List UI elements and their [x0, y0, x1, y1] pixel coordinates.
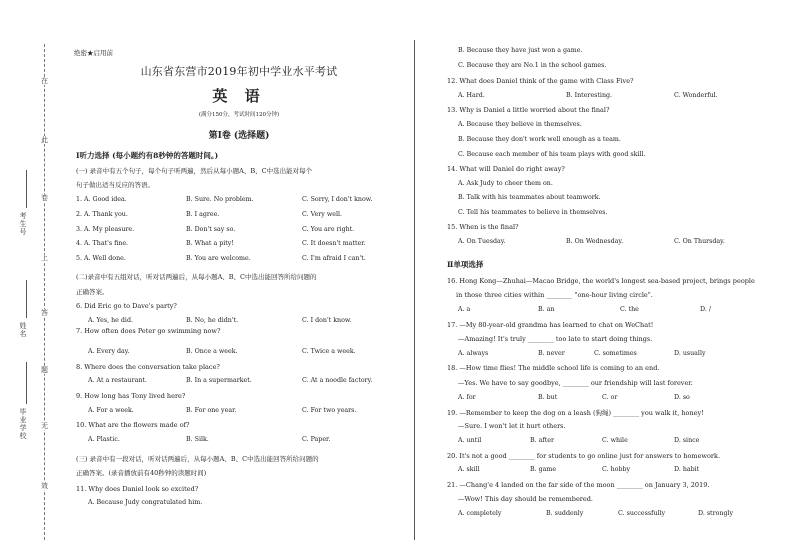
question-stem: 20. It's not a good ________ for students to go online just for answers to homework. — [447, 452, 721, 460]
question-stem: 11. Why does Daniel look so excited? — [76, 485, 199, 493]
question-option: B. What a pity! — [186, 240, 234, 247]
column-divider — [414, 40, 415, 540]
question-stem: 18. —How time flies! The middle school life is coming to an end. — [447, 364, 660, 372]
question-option: D. habit — [674, 466, 700, 473]
question-option: D. strongly — [698, 510, 734, 517]
question-option: B. an — [538, 306, 555, 313]
question-option: A. Yes, he did. — [88, 317, 133, 324]
section-2-title: Ⅱ单项选择 — [447, 260, 484, 269]
question-option: A. At a restaurant. — [88, 377, 147, 384]
question-option: C. while — [602, 437, 628, 444]
candidate-number-line — [26, 170, 27, 208]
question-option: B. Sure. No problem. — [186, 196, 254, 203]
question-option: B. Because they have just won a game. — [458, 47, 583, 54]
question-stem-continued: —Yes. We have to say goodbye, ________ our friendship will last forever. — [458, 379, 693, 387]
question-option: A. always — [458, 350, 489, 357]
secret-mark: 绝密★启用前 — [74, 49, 113, 57]
question-stem-continued: —Sure. I won't let it hurt others. — [458, 422, 566, 430]
question-option: C. Because they are No.1 in the school games. — [458, 62, 607, 69]
question-stem: 7. How often does Peter go swimming now? — [76, 327, 221, 335]
question-option: 1. A. Good idea. — [76, 196, 127, 203]
question-option: A. Because Judy congratulated him. — [88, 499, 203, 506]
question-option: A. skill — [458, 466, 480, 473]
question-stem: 9. How long has Tony lived here? — [76, 392, 186, 400]
margin-char: 题 — [41, 366, 48, 374]
subject-title: 英 语 — [212, 87, 266, 105]
question-option: C. hobby — [602, 466, 631, 473]
question-option: B. never — [538, 350, 565, 357]
question-option: C. sometimes — [594, 350, 637, 357]
part-3-instruction: 正确答案。(录音播放前有40秒钟的读题时间) — [76, 469, 207, 477]
question-option: D. usually — [674, 350, 706, 357]
question-option: A. Because they believe in themselves. — [458, 121, 582, 128]
question-option: B. No, he didn't. — [186, 317, 239, 324]
question-option: B. but — [538, 394, 558, 401]
margin-char: 在 — [41, 77, 48, 85]
question-option: B. Silk. — [186, 436, 209, 443]
question-option: A. a — [458, 306, 471, 313]
section-1-title: Ⅰ听力选择 (每小题约有8秒钟的答题时间。) — [76, 151, 219, 160]
question-option: C. Because each member of his team plays with good skill. — [458, 151, 646, 158]
margin-char: 卷 — [41, 194, 48, 202]
question-option: C. I'm afraid I can't. — [302, 255, 366, 262]
question-option: A. On Tuesday. — [458, 238, 506, 245]
question-stem: 13. Why is Daniel a little worried about the final? — [447, 106, 610, 114]
question-option: B. Once a week. — [186, 348, 238, 355]
question-option: C. or — [602, 394, 618, 401]
question-stem: 17. —My 80-year-old grandma has learned to chat on WeChat! — [447, 321, 654, 329]
question-option: B. I agree. — [186, 211, 220, 218]
school-line — [26, 362, 27, 404]
question-option: 5. A. Well done. — [76, 255, 126, 262]
question-option: B. Because they don't work well enough as a team. — [458, 136, 621, 143]
question-option: A. Every day. — [88, 348, 130, 355]
margin-char: 此 — [41, 136, 48, 144]
question-option: A. for — [458, 394, 476, 401]
question-option: C. Wonderful. — [674, 92, 718, 99]
exam-title: 山东省东营市2019年初中学业水平考试 — [140, 65, 338, 78]
question-stem-continued: in those three cities within ________ "one-hour living circle". — [456, 291, 653, 299]
question-option: 3. A. My pleasure. — [76, 226, 135, 233]
question-option: C. Very well. — [302, 211, 343, 218]
part-1-instruction: (一) 录音中有五个句子，每个句子听两遍，然后从每小题A、B、C中选出能对每个 — [76, 167, 313, 175]
question-option: A. For a week. — [88, 407, 134, 414]
question-option: D. so — [674, 394, 690, 401]
question-option: B. after — [530, 437, 554, 444]
margin-char: 效 — [41, 482, 48, 490]
question-option: B. You are welcome. — [186, 255, 251, 262]
question-option: B. For one year. — [186, 407, 237, 414]
question-option: C. At a noodle factory. — [302, 377, 373, 384]
question-option: C. On Thursday. — [674, 238, 725, 245]
question-option: B. Interesting. — [566, 92, 613, 99]
question-option: B. suddenly — [546, 510, 584, 517]
part-2-instruction: (二)录音中有五组对话，听对话两遍后，从每小题A、B、C中选出能回答所给问题的 — [76, 273, 317, 281]
question-option: B. On Wednesday. — [566, 238, 624, 245]
question-stem: 15. When is the final? — [447, 223, 519, 231]
binding-line — [44, 44, 45, 540]
part-1-instruction: 句子做出适当反应的答语。 — [76, 181, 154, 189]
question-stem-continued: —Wow! This day should be remembered. — [458, 495, 593, 503]
question-option: B. In a supermarket. — [186, 377, 252, 384]
school-label: 毕业学校 — [19, 408, 27, 440]
question-option: A. Plastic. — [88, 436, 120, 443]
question-option: C. You are right. — [302, 226, 355, 233]
name-label: 姓名 — [19, 322, 27, 338]
question-option: C. Twice a week. — [302, 348, 356, 355]
volume-title: 第Ⅰ卷 (选择题) — [208, 131, 270, 141]
question-option: B. Talk with his teammates about teamwork. — [458, 194, 601, 201]
question-option: C. successfully — [618, 510, 666, 517]
question-stem: 8. Where does the conversation take place? — [76, 363, 220, 371]
question-option: A. completely — [458, 510, 502, 517]
question-stem: 19. —Remember to keep the dog on a leash (狗绳) ________ you walk it, honey! — [447, 409, 704, 417]
question-option: 2. A. Thank you. — [76, 211, 128, 218]
question-option: C. Tell his teammates to believe in themselves. — [458, 209, 608, 216]
question-option: C. Sorry, I don't know. — [302, 196, 373, 203]
question-stem: 14. What will Daniel do right away? — [447, 165, 565, 173]
question-option: C. It doesn't matter. — [302, 240, 366, 247]
question-option: C. I don't know. — [302, 317, 352, 324]
margin-char: 无 — [41, 422, 48, 430]
name-line — [26, 280, 27, 318]
question-option: B. Don't say so. — [186, 226, 236, 233]
question-stem: 6. Did Eric go to Dave's party? — [76, 302, 177, 310]
part-2-instruction: 正确答案。 — [76, 288, 109, 296]
candidate-number-label: 考生号 — [19, 212, 27, 236]
margin-char: 上 — [41, 254, 48, 262]
question-option: 4. A. That's fine. — [76, 240, 129, 247]
question-option: A. until — [458, 437, 482, 444]
question-option: D. / — [700, 306, 711, 313]
question-option: C. For two years. — [302, 407, 357, 414]
question-option: A. Ask Judy to cheer them on. — [458, 180, 553, 187]
question-option: C. Paper. — [302, 436, 331, 443]
question-stem-continued: —Amazing! It's truly ________ too late to start doing things. — [458, 335, 653, 343]
part-3-instruction: (三) 录音中有一段对话，听对话两遍后，从每小题A、B、C中选出能回答所给问题的 — [76, 455, 319, 463]
question-stem: 12. What does Daniel think of the game with Class Five? — [447, 77, 634, 85]
score-note: (满分150分，考试时间120分钟) — [198, 112, 280, 118]
margin-char: 答 — [41, 309, 48, 317]
question-option: A. Hard. — [458, 92, 485, 99]
question-option: C. the — [620, 306, 639, 313]
question-stem: 21. —Chang'e 4 landed on the far side of the moon ________ on January 3, 2019. — [447, 481, 710, 489]
question-stem: 10. What are the flowers made of? — [76, 421, 190, 429]
question-option: D. since — [674, 437, 700, 444]
question-option: B. game — [530, 466, 557, 473]
question-stem: 16. Hong Kong—Zhuhai—Macao Bridge, the world's longest sea-based project, brings people — [447, 277, 755, 285]
